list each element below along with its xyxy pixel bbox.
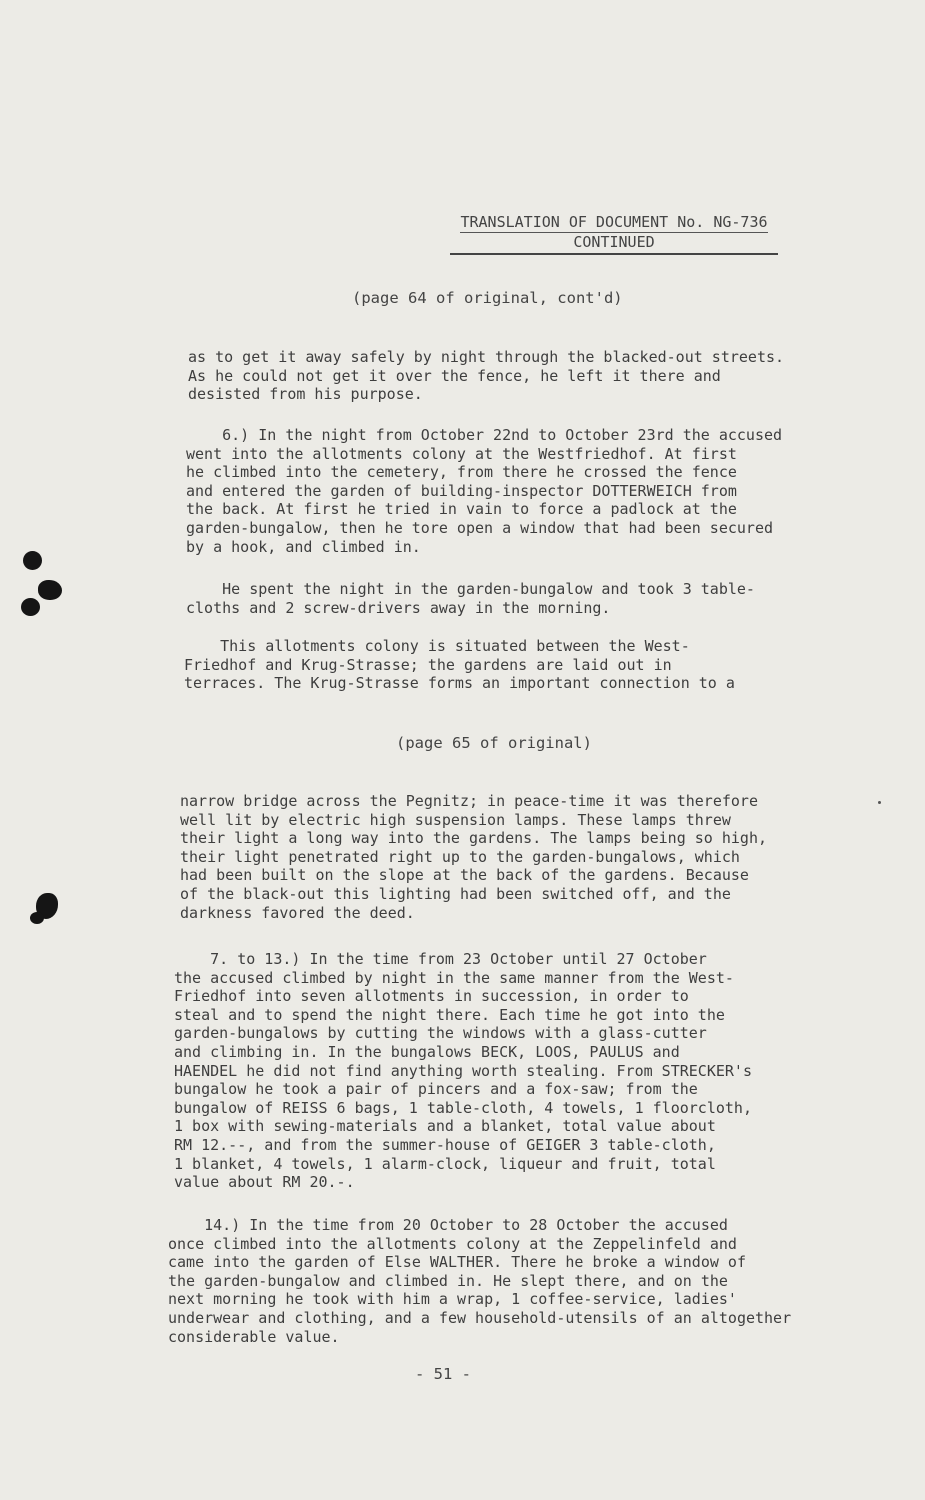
text-line: narrow bridge across the Pegnitz; in peace-time it was therefore [180, 792, 758, 810]
document-header [450, 212, 778, 255]
text-line: had been built on the slope at the back of the gardens. Because [180, 866, 749, 885]
text-line: and entered the garden of building-inspector DOTTERWEICH from [186, 481, 737, 500]
text-line: by a hook, and climbed in. [186, 537, 421, 556]
text-line: desisted from his purpose. [188, 385, 423, 404]
text-line: garden-bungalows by cutting the windows with a glass-cutter [174, 1024, 707, 1043]
original-page-marker: (page 65 of original) [396, 734, 592, 752]
paragraph-item-6 [186, 426, 782, 556]
text-line: RM 12.--, and from the summer-house of GEIGER 3 table-cloth, [174, 1135, 716, 1154]
text-line: terraces. The Krug-Strasse forms an important connection to a [184, 674, 735, 693]
text-line: He spent the night in the garden-bungalow and took 3 table- [186, 580, 755, 598]
text-line: the accused climbed by night in the same manner from the West- [174, 968, 734, 987]
text-line: came into the garden of Else WALTHER. There he broke a window of [168, 1253, 746, 1272]
text-line: as to get it away safely by night through the blacked-out streets. [188, 348, 785, 366]
text-line: 7. to 13.) In the time from 23 October until 27 October [174, 950, 707, 968]
punch-hole-mark [21, 598, 40, 616]
text-line: Friedhof into seven allotments in succession, in order to [174, 987, 689, 1006]
text-line: he climbed into the cemetery, from there he crossed the fence [186, 463, 737, 482]
text-line: went into the allotments colony at the Westfriedhof. At first [186, 444, 737, 463]
text-line: 14.) In the time from 20 October to 28 October the accused [168, 1216, 728, 1234]
text-line: next morning he took with him a wrap, 1 coffee-service, ladies' [168, 1290, 737, 1309]
text-line: of the black-out this lighting had been switched off, and the [180, 884, 731, 903]
punch-hole-mark [30, 912, 44, 924]
text-line: the back. At first he tried in vain to force a padlock at the [186, 500, 737, 519]
text-line: and climbing in. In the bungalows BECK, LOOS, PAULUS and [174, 1042, 680, 1061]
paragraph-colony-location [184, 637, 735, 693]
text-line: 1 box with sewing-materials and a blanket, total value about [174, 1117, 716, 1136]
paragraph-bridge [180, 792, 767, 922]
paragraph-items-7-to-13 [174, 950, 752, 1192]
text-line: bungalow of REISS 6 bags, 1 table-cloth, 4 towels, 1 floorcloth, [174, 1098, 752, 1117]
text-line: steal and to spend the night there. Each time he got into the [174, 1005, 725, 1024]
text-line: once climbed into the allotments colony at the Zeppelinfeld and [168, 1234, 737, 1253]
text-line: darkness favored the deed. [180, 903, 415, 922]
document-title: TRANSLATION OF DOCUMENT No. NG-736 [460, 213, 768, 231]
text-line: the garden-bungalow and climbed in. He slept there, and on the [168, 1271, 728, 1290]
text-line: their light a long way into the gardens. The lamps being so high, [180, 829, 767, 848]
text-line: well lit by electric high suspension lamps. These lamps threw [180, 810, 731, 829]
text-line: considerable value. [168, 1327, 340, 1346]
text-line: Friedhof and Krug-Strasse; the gardens are laid out in [184, 655, 672, 674]
text-line: 6.) In the night from October 22nd to October 23rd the accused [186, 426, 783, 444]
text-line: 1 blanket, 4 towels, 1 alarm-clock, liqueur and fruit, total [174, 1154, 716, 1173]
paragraph-spent-night [186, 580, 755, 617]
page-number: - 51 - [415, 1365, 471, 1383]
text-line: value about RM 20.-. [174, 1173, 355, 1192]
paragraph-item-14 [168, 1216, 791, 1346]
text-line: their light penetrated right up to the garden-bungalows, which [180, 847, 740, 866]
punch-hole-mark [23, 551, 42, 570]
text-line: bungalow he took a pair of pincers and a fox-saw; from the [174, 1080, 698, 1099]
document-subtitle: CONTINUED [450, 232, 778, 255]
text-line: cloths and 2 screw-drivers away in the morning. [186, 598, 611, 617]
text-line: garden-bungalow, then he tore open a window that had been secured [186, 518, 773, 537]
text-line: As he could not get it over the fence, he left it there and [188, 366, 721, 385]
text-line: This allotments colony is situated between the West- [184, 637, 690, 655]
paragraph-continuation [188, 348, 784, 404]
text-line: underwear and clothing, and a few household-utensils of an altogether [168, 1308, 792, 1327]
text-line: HAENDEL he did not find anything worth stealing. From STRECKER's [174, 1061, 752, 1080]
ink-speck [878, 801, 881, 804]
original-page-marker: (page 64 of original, cont'd) [352, 289, 623, 307]
punch-hole-mark [38, 580, 62, 600]
